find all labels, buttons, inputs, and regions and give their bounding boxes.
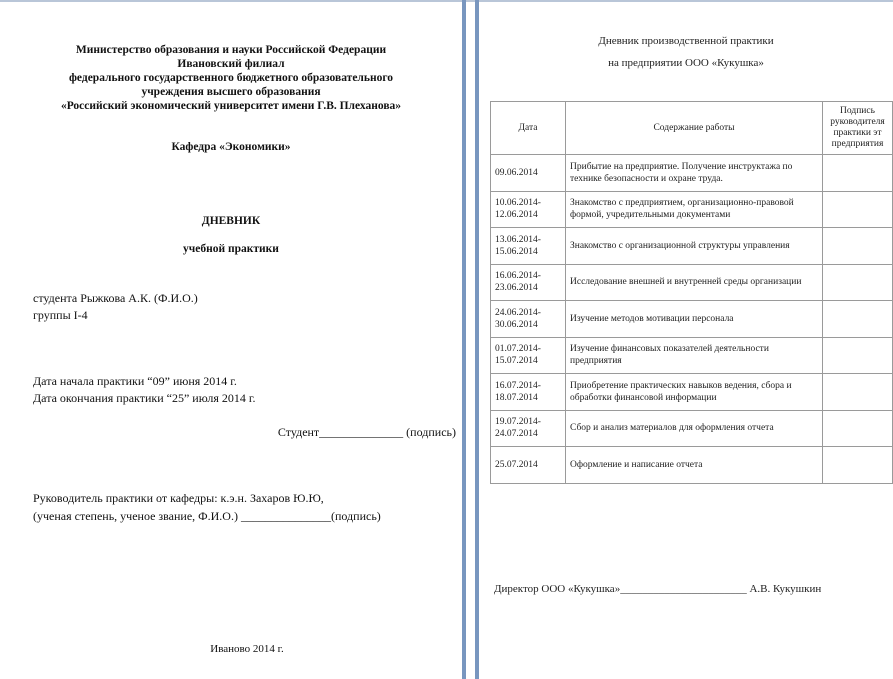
page-title-sheet xyxy=(0,2,462,679)
table-row xyxy=(491,264,893,301)
diary-title: Дневник производственной практики xyxy=(598,35,774,47)
cell-signature xyxy=(823,447,893,484)
table-row xyxy=(491,337,893,374)
cell-signature xyxy=(823,374,893,411)
header-line: учреждения высшего образования xyxy=(141,86,321,98)
cell-content: Изучение методов мотивации персонала xyxy=(566,301,823,338)
table-row xyxy=(491,374,893,411)
cell-date: 13.06.2014- 15.06.2014 xyxy=(491,228,566,265)
cell-date: 16.07.2014- 18.07.2014 xyxy=(491,374,566,411)
header-signature: Подпись руководителя практики эт предприятия xyxy=(823,102,893,155)
header-date: Дата xyxy=(491,102,566,155)
diary-table xyxy=(490,101,893,484)
table-row xyxy=(491,228,893,265)
table-row xyxy=(491,155,893,192)
table-row xyxy=(491,191,893,228)
cell-date: 01.07.2014- 15.07.2014 xyxy=(491,337,566,374)
cell-signature xyxy=(823,264,893,301)
cell-content: Изучение финансовых показателей деятельности предприятия xyxy=(566,337,823,374)
cell-content: Знакомство с организационной структуры управления xyxy=(566,228,823,265)
cell-signature xyxy=(823,155,893,192)
cell-signature xyxy=(823,301,893,338)
header-line: Ивановский филиал xyxy=(177,58,285,70)
cell-signature xyxy=(823,228,893,265)
header-line: Министерство образования и науки Российской Федерации xyxy=(75,44,387,56)
table-row xyxy=(491,447,893,484)
table-header-row xyxy=(491,102,893,155)
student-signature-field: Студент______________ (подпись) xyxy=(277,425,456,439)
department-name: Кафедра «Экономики» xyxy=(171,141,291,153)
student-group: группы I-4 xyxy=(33,308,88,322)
cell-content: Знакомство с предприятием, организационно-правовой формой, учредительными документами xyxy=(566,191,823,228)
header-line: федерального государственного бюджетного образовательного xyxy=(68,72,394,84)
student-name: студента Рыжкова А.К. (Ф.И.О.) xyxy=(33,291,198,305)
cell-signature xyxy=(823,337,893,374)
cell-date: 24.06.2014- 30.06.2014 xyxy=(491,301,566,338)
cell-content: Оформление и написание отчета xyxy=(566,447,823,484)
header-line: «Российский экономический университет имени Г.В. Плеханова» xyxy=(60,100,402,112)
page-diary-sheet xyxy=(479,2,893,679)
diary-company: на предприятии ООО «Кукушка» xyxy=(608,57,764,69)
cell-content: Прибытие на предприятие. Получение инструктажа по технике безопасности и охране труда. xyxy=(566,155,823,192)
supervisor-name: Руководитель практики от кафедры: к.э.н. Захаров Ю.Ю, xyxy=(33,491,324,505)
cell-content: Приобретение практических навыков ведения, сбора и обработки финансовой информации xyxy=(566,374,823,411)
cell-date: 19.07.2014- 24.07.2014 xyxy=(491,410,566,447)
document-subtitle: учебной практики xyxy=(183,243,279,255)
document-title: ДНЕВНИК xyxy=(201,215,261,227)
cell-content: Исследование внешней и внутренней среды организации xyxy=(566,264,823,301)
practice-start-date: Дата начала практики “09” июня 2014 г. xyxy=(33,374,237,388)
cell-signature xyxy=(823,410,893,447)
header-content: Содержание работы xyxy=(566,102,823,155)
director-signature-line: Директор ООО «Кукушка»_______________________ А.В. Кукушкин xyxy=(494,583,822,595)
cell-content: Сбор и анализ материалов для оформления отчета xyxy=(566,410,823,447)
city-year-footer: Иваново 2014 г. xyxy=(210,643,284,655)
cell-date: 09.06.2014 xyxy=(491,155,566,192)
supervisor-signature-field: (ученая степень, ученое звание, Ф.И.О.) _______________(подпись) xyxy=(33,509,381,523)
page-divider-left xyxy=(462,0,466,679)
cell-date: 10.06.2014- 12.06.2014 xyxy=(491,191,566,228)
cell-date: 16.06.2014- 23.06.2014 xyxy=(491,264,566,301)
institution-header xyxy=(0,43,462,113)
table-row xyxy=(491,410,893,447)
table-row xyxy=(491,301,893,338)
cell-signature xyxy=(823,191,893,228)
practice-end-date: Дата окончания практики “25” июля 2014 г. xyxy=(33,391,256,405)
cell-date: 25.07.2014 xyxy=(491,447,566,484)
